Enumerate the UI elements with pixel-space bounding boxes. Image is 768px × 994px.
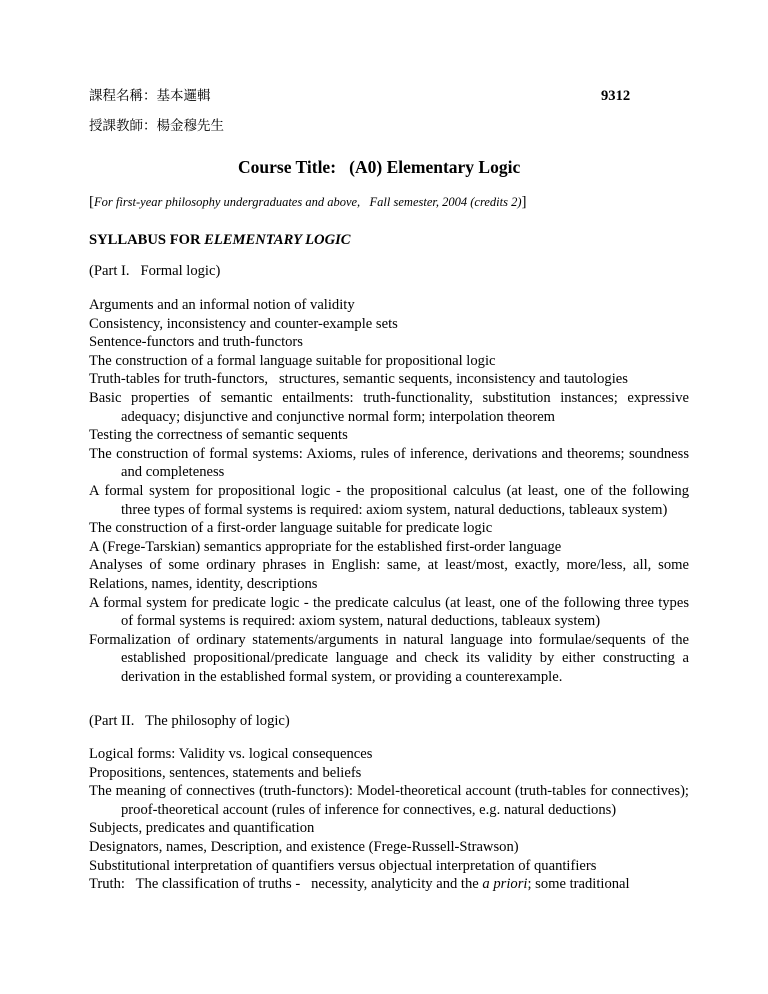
list-item: Subjects, predicates and quantification: [89, 820, 315, 837]
course-title-label: Course Title:: [238, 157, 337, 177]
syllabus-heading: [89, 231, 351, 250]
list-item: Sentence-functors and truth-functors: [89, 334, 303, 351]
list-item: Analyses of some ordinary phrases in English: same, at least/most, exactly, more/less, all, some Relations, names, identity, descriptions: [89, 557, 689, 592]
list-item: Testing the correctness of semantic sequents: [89, 427, 348, 444]
list-item: Basic properties of semantic entailments: truth-functionality, substitution instances; expressive adequacy; disjunctive and conjunctive normal form; interpolation theorem: [89, 389, 689, 425]
list-item: Propositions, sentences, statements and beliefs: [89, 764, 362, 781]
list-item: The construction of formal systems: Axioms, rules of inference, derivations and theorems; soundness and completeness: [89, 445, 689, 481]
course-code: 9312: [601, 88, 631, 104]
audience-note-open: [: [89, 194, 94, 210]
list-item: The meaning of connectives (truth-functors): Model-theoretical account (truth-tables for connectives); proof-theoretical account (rules of inference for connectives, e.g. natural deductions): [89, 783, 689, 818]
list-item: The construction of a first-order language suitable for predicate logic: [89, 520, 493, 537]
audience-note-text: For first-year philosophy undergraduates and above, Fall semester, 2004 (credits 2): [94, 195, 522, 209]
syllabus-heading-prefix: SYLLABUS FOR: [89, 232, 205, 248]
truth-emphasis: a priori: [482, 876, 528, 893]
part1-label: (Part I. Formal logic): [89, 263, 221, 279]
part2-list: [89, 745, 689, 894]
part1-list: [89, 296, 689, 686]
list-item: Substitutional interpretation of quantifiers versus objectual interpretation of quantifiers: [89, 857, 597, 874]
truth-prefix: Truth: The classification of truths - necessity, analyticity and the: [89, 876, 483, 893]
list-item: Consistency, inconsistency and counter-example sets: [89, 315, 398, 332]
list-item: A formal system for propositional logic - the propositional calculus (at least, one of the following three types of formal systems is required: axiom system, natural deductions, tableaux system): [89, 482, 689, 518]
audience-note-close: ]: [521, 194, 527, 210]
list-item: Designators, names, Description, and existence (Frege-Russell-Strawson): [89, 838, 519, 855]
list-item: A formal system for predicate logic - the predicate calculus (at least, one of the following three types of formal systems is required: axiom system, natural deductions, tableaux system): [89, 594, 689, 630]
course-name-cn: 課程名稱：基本邏輯: [89, 88, 211, 104]
syllabus-heading-emphasis: ELEMENTARY LOGIC: [204, 232, 351, 248]
list-item: Formalization of ordinary statements/arguments in natural language into formulae/sequents of the established propositional/predicate language and check its validity by either constructing a derivation in the established formal system, or providing a counterexample.: [89, 631, 689, 685]
list-item: Logical forms: Validity vs. logical consequences: [89, 746, 373, 762]
list-item: A (Frege-Tarskian) semantics appropriate for the established first-order language: [89, 538, 562, 555]
list-item-truth: [89, 875, 689, 894]
truth-suffix: ; some traditional: [527, 876, 630, 893]
course-title-name: (A0) Elementary Logic: [349, 157, 521, 177]
instructor-cn: 授課教師：楊金穆先生: [89, 118, 224, 134]
list-item: Truth-tables for truth-functors, structures, semantic sequents, inconsistency and tautologies: [89, 371, 628, 388]
list-item: Arguments and an informal notion of validity: [89, 297, 355, 313]
audience-note: [89, 193, 527, 212]
part2-label: (Part II. The philosophy of logic): [89, 713, 290, 729]
course-title: [238, 158, 520, 177]
list-item: The construction of a formal language suitable for propositional logic: [89, 352, 496, 369]
